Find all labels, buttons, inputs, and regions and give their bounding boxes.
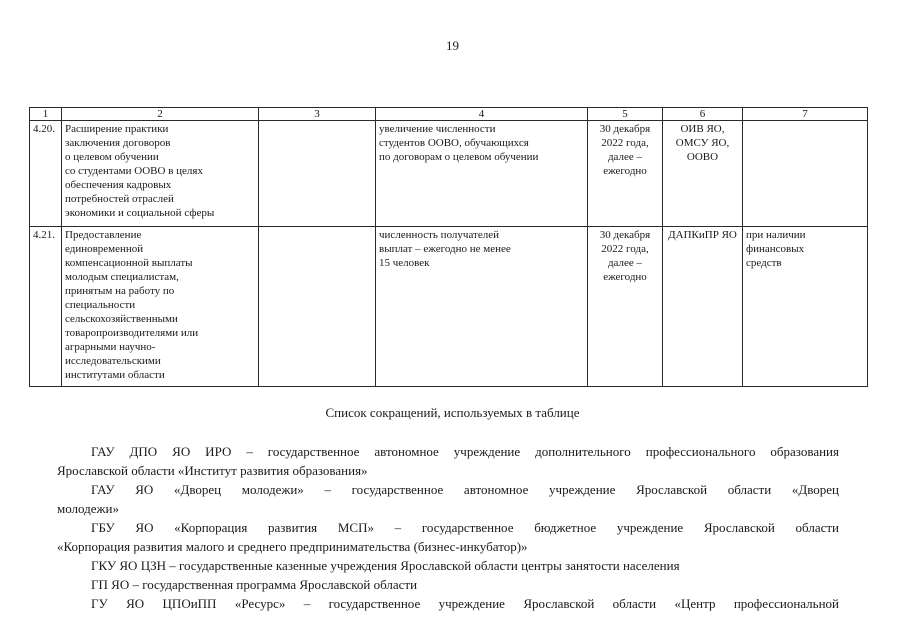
measure-name-line: аграрными научно- — [65, 341, 156, 353]
abbreviation-entry: ГП ЯО – государственная программа Ярославской области — [91, 577, 418, 592]
executor-line: ОМСУ ЯО, — [675, 137, 730, 149]
deadline-line: ежегодно — [603, 271, 647, 283]
measures-table — [29, 107, 868, 387]
row-number: 4.21. — [30, 227, 62, 387]
empty-cell — [259, 121, 376, 227]
abbreviation-entry: ГКУ ЯО ЦЗН – государственные казенные учреждения Ярославской области центры занятости населения — [91, 558, 680, 573]
abbreviation-entry: ГБУ ЯО «Корпорация развития МСП» – государственное бюджетное учреждение Ярославской области — [91, 520, 839, 535]
column-number: 5 — [588, 108, 663, 121]
measure-name-line: компенсационной выплаты — [65, 257, 193, 269]
measure-name-line: потребностей отраслей — [65, 193, 174, 205]
empty-cell — [259, 227, 376, 387]
column-number: 4 — [376, 108, 588, 121]
executor-cell — [663, 227, 743, 387]
measure-name-line: обеспечения кадровых — [65, 179, 172, 191]
executor-line: ДАПКиПР ЯО — [668, 229, 737, 241]
measure-name-line: молодым специалистам, — [65, 271, 179, 283]
deadline-line: 30 декабря — [599, 123, 651, 135]
note-line: средств — [746, 257, 782, 269]
deadline-line: ежегодно — [603, 165, 647, 177]
measure-name-line: товаропроизводителями или — [65, 327, 199, 339]
column-number: 7 — [743, 108, 868, 121]
page-number: 19 — [446, 38, 459, 53]
indicator-line: увеличение численности — [379, 123, 496, 135]
table-row — [30, 227, 868, 387]
column-number: 6 — [663, 108, 743, 121]
deadline-line: 30 декабря — [599, 229, 651, 241]
indicator-cell — [376, 121, 588, 227]
measure-name-line: специальности — [65, 299, 136, 311]
measure-name-line: исследовательскими — [65, 355, 161, 367]
abbreviation-entry-continued: молодежи» — [57, 501, 119, 516]
abbreviations-caption: Список сокращений, используемых в таблице — [325, 405, 580, 420]
measure-name-line: экономики и социальной сферы — [65, 207, 215, 219]
measure-name-line: Предоставление — [65, 229, 142, 241]
measure-name-line: институтами области — [65, 369, 165, 381]
abbreviation-entry: ГУ ЯО ЦПОиПП «Ресурс» – государственное учреждение Ярославской области «Центр профессиональной — [91, 596, 839, 611]
measure-name-line: единовременной — [65, 243, 144, 255]
measure-name-line: о целевом обучении — [65, 151, 159, 163]
note-line: при наличии — [746, 229, 806, 241]
note-cell — [743, 121, 868, 227]
executor-line: ОИВ ЯО, — [680, 123, 725, 135]
abbreviation-entry: ГАУ ДПО ЯО ИРО – государственное автономное учреждение дополнительного профессионального образования — [91, 444, 839, 459]
indicator-cell — [376, 227, 588, 387]
measure-name-line: заключения договоров — [65, 137, 171, 149]
deadline-cell — [588, 227, 663, 387]
measure-name-cell — [62, 227, 259, 387]
abbreviation-entry-continued: Ярославской области «Институт развития образования» — [57, 463, 368, 478]
abbreviation-entry-continued: «Корпорация развития малого и среднего предпринимательства (бизнес-инкубатор)» — [57, 539, 528, 554]
row-number: 4.20. — [30, 121, 62, 227]
deadline-line: далее – — [607, 257, 643, 269]
column-number: 1 — [30, 108, 62, 121]
indicator-line: выплат – ежегодно не менее — [379, 243, 511, 255]
indicator-line: студентов ООВО, обучающихся — [379, 137, 529, 149]
measure-name-cell — [62, 121, 259, 227]
deadline-line: 2022 года, — [601, 243, 649, 255]
note-cell — [743, 227, 868, 387]
note-line: финансовых — [746, 243, 805, 255]
measure-name-line: со студентами ООВО в целях — [65, 165, 203, 177]
executor-line: ООВО — [686, 151, 719, 163]
deadline-cell — [588, 121, 663, 227]
column-number: 3 — [259, 108, 376, 121]
indicator-line: численность получателей — [379, 229, 499, 241]
measure-name-line: сельскохозяйственными — [65, 313, 178, 325]
abbreviations-list — [57, 442, 839, 613]
executor-cell — [663, 121, 743, 227]
measure-name-line: принятым на работу по — [65, 285, 175, 297]
abbreviation-entry: ГАУ ЯО «Дворец молодежи» – государственное автономное учреждение Ярославской области «Дворец — [91, 482, 839, 497]
indicator-line: 15 человек — [379, 257, 430, 269]
indicator-line: по договорам о целевом обучении — [379, 151, 539, 163]
measure-name-line: Расширение практики — [65, 123, 169, 135]
table-row — [30, 121, 868, 227]
deadline-line: далее – — [607, 151, 643, 163]
column-number: 2 — [62, 108, 259, 121]
deadline-line: 2022 года, — [601, 137, 649, 149]
table-header-row — [30, 108, 868, 121]
